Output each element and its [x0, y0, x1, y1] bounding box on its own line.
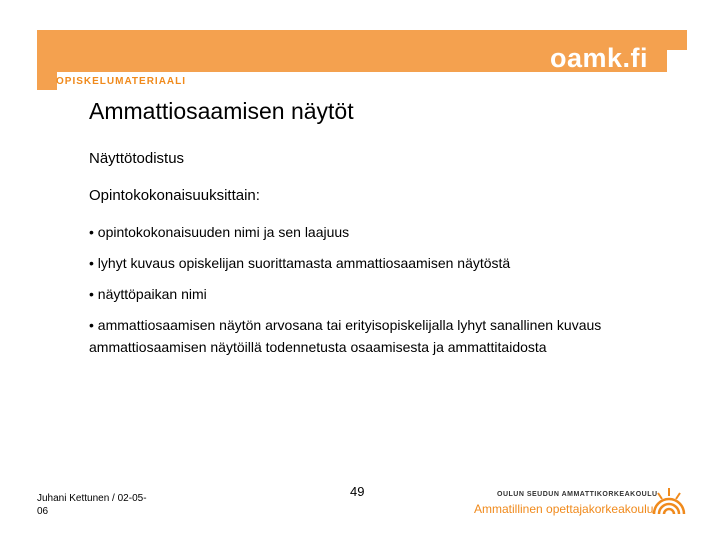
school-subname-line: Ammatillinen opettajakorkeakoulu	[474, 502, 654, 516]
school-name-line: OULUN SEUDUN AMMATTIKORKEAKOULU	[497, 491, 658, 498]
slide-subheading: Opintokokonaisuuksittain:	[89, 187, 260, 204]
section-label: OPISKELUMATERIAALI	[56, 76, 187, 87]
slide-title: Ammattiosaamisen näytöt	[89, 98, 354, 124]
slide-subtitle: Näyttötodistus	[89, 150, 185, 167]
bullet-item: • näyttöpaikan nimi	[89, 286, 207, 302]
footer-author: Juhani Kettunen / 02-05-06	[37, 493, 147, 517]
brand-logo-text: oamk.fi	[549, 43, 648, 73]
slide-content	[89, 148, 649, 367]
banner-notch	[667, 50, 689, 72]
sunrise-arc-icon	[650, 486, 688, 516]
bullet-item: • ammattiosaamisen näytön arvosana tai erityisopiskelijalla lyhyt sanallinen kuvaus ammattiosaamisen näytöillä todennetusta osaamisesta ja ammattitaidosta	[89, 317, 602, 355]
bullet-item: • opintokokonaisuuden nimi ja sen laajuus	[89, 224, 350, 240]
page-number: 49	[350, 484, 365, 499]
bullet-item: • lyhyt kuvaus opiskelijan suorittamasta ammattiosaamisen näytöstä	[89, 255, 511, 271]
